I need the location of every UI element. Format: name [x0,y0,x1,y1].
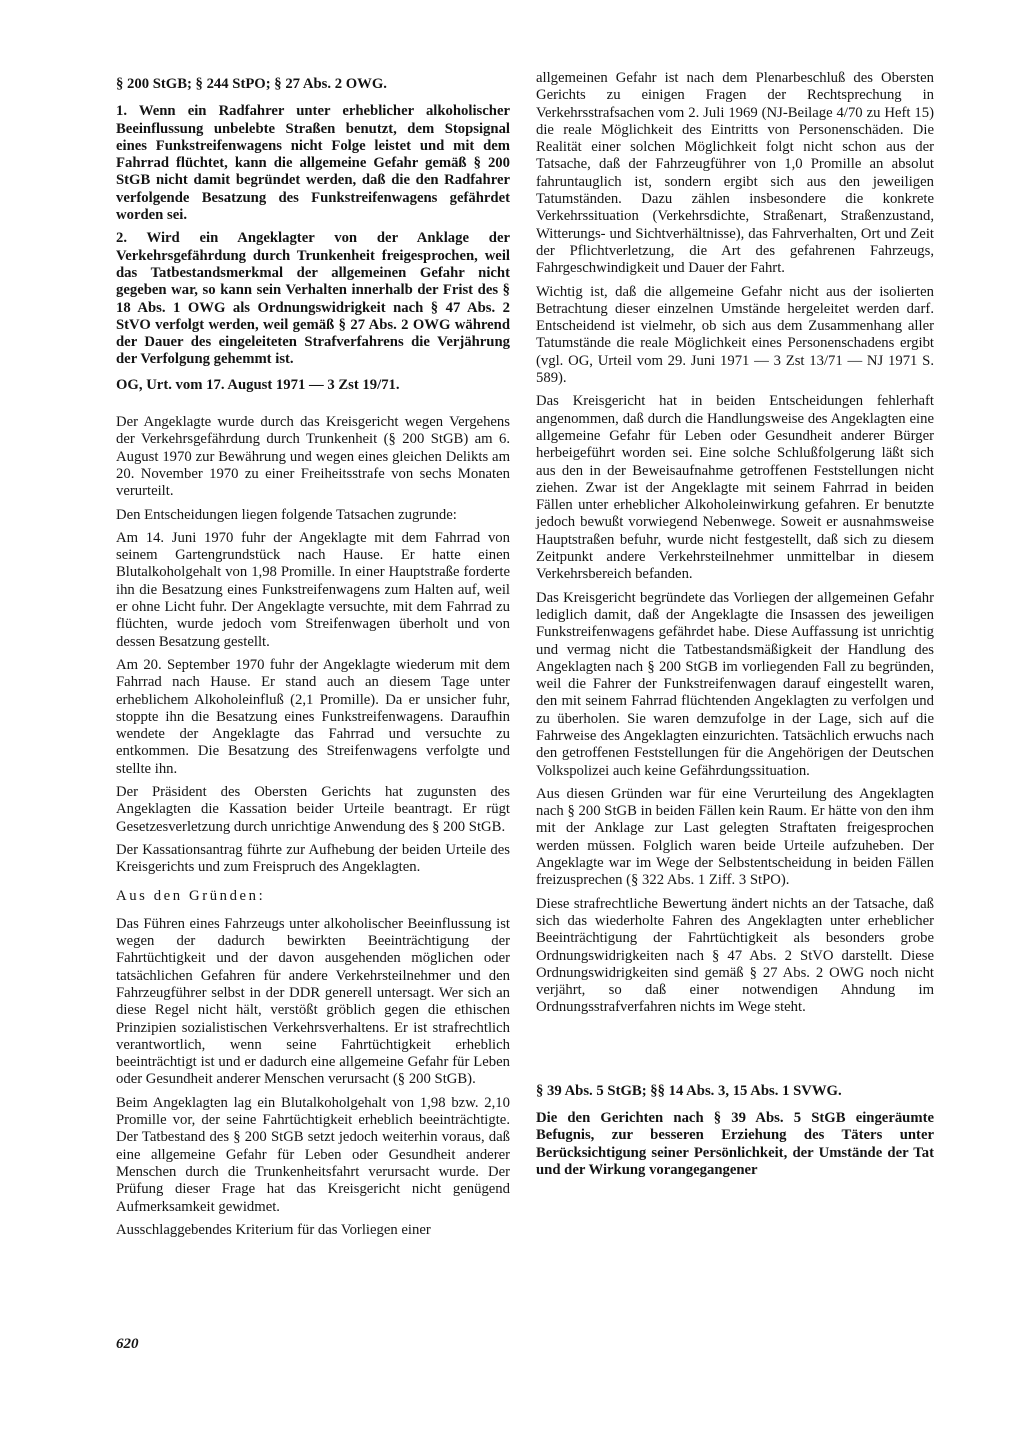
left-column [116,70,510,1245]
body-paragraph: Das Kreisgericht hat in beiden Entscheidungen fehlerhaft angenommen, daß durch die Handlungsweise des Angeklagten eine allgemeine Gefahr für Leben oder Gesundheit anderer Bürger herbeigeführt worden sei. Eine solche Schlußfolgerung läßt sich aus den in der Beweisaufnahme getroffenen Feststellungen nicht ziehen. Zwar ist der Angeklagte mit seinem Fahrrad in beiden Fällen unter erheblicher Alkoholeinwirkung gefahren. Er benutzte jedoch bewußt vorwiegend Nebenwege. Soweit er ausnahmsweise Hauptstraßen befuhr, wurde nicht festgestellt, daß sich zu diesem Zeitpunkt andere Verkehrsteilnehmer unmittelbar in diesem Verkehrsbereich befanden. [536,393,934,583]
body-paragraph: Am 14. Juni 1970 fuhr der Angeklagte mit dem Fahrrad von seinem Gartengrundstück nach Hause. Er hatte einen Blutalkoholgehalt von 1,98 Promille. In einer Hauptstraße forderte ihn die Besatzung eines Funkstreifenwagens zum Halten auf, weil er ohne Licht fuhr. Der Angeklagte versuchte, mit dem Fahrrad zu flüchten, wurde jedoch vom Streifenwagen überholt und von dessen Besatzung gestellt. [116,529,510,650]
body-paragraph: Am 20. September 1970 fuhr der Angeklagte wiederum mit dem Fahrrad nach Hause. Er stand auch an diesem Tage unter erheblichem Alkoholeinfluß (2,1 Promille). Da er unsicher fuhr, stoppte ihn die Besatzung eines Funkstreifenwagens. Daraufhin wendete der Angeklagte das Fahrrad und versuchte zu entkommen. Die Besatzung des Streifenwagens verfolgte und stellte ihn. [116,656,510,777]
reasons-paragraph: Beim Angeklagten lag ein Blutalkoholgehalt von 1,98 bzw. 2,10 Promille vor, der seine Fahrtüchtigkeit erheblich beeinträchtigte. Der Tatbestand des § 200 StGB setzt jedoch weiterhin voraus, daß eine allgemeine Gefahr für Leben oder Gesundheit anderer Menschen durch die Trunkenheitsfahrt verursacht wurde. Der Prüfung dieser Frage hat das Kreisgericht nicht genügend Aufmerksamkeit gewidmet. [116,1094,510,1215]
body-paragraph: Aus diesen Gründen war für eine Verurteilung des Angeklagten nach § 200 StGB in beiden Fällen kein Raum. Er hätte von den ihm mit der Anklage zur Last gelegten Straftaten freigesprochen werden müssen. Folglich waren beide Urteile aufzuheben. Der Angeklagte war im Wege der Selbstentscheidung in beiden Fällen freizusprechen (§ 322 Abs. 1 Ziff. 3 StPO). [536,785,934,889]
body-paragraph: allgemeinen Gefahr ist nach dem Plenarbeschluß des Obersten Gerichts zu einigen Fragen der Rechtsprechung in Verkehrsstrafsachen vom 2. Juli 1969 (NJ-Beilage 4/70 zu Heft 15) die reale Möglichkeit des Eintritts von Personenschäden. Die Realität einer solchen Möglichkeit folgt nicht schon aus der Tatsache, daß der Fahrzeugführer von 1,0 Promille an absolut fahruntauglich ist, sondern ergibt sich aus den jeweiligen Tatumständen. Dazu zählen insbesondere die konkrete Verkehrssituation (Verkehrsdichte, Straßenart, Straßenzustand, Witterungs- und Sichtverhältnisse), das Fahrverhalten, Ort und Zeit der Pflichtverletzung, die Art des gefahrenen Fahrzeugs, Fahrgeschwindigkeit und Dauer der Fahrt. [536,70,934,277]
section-gap [536,1023,934,1077]
page-number: 620 [116,1336,139,1352]
body-paragraph: Der Angeklagte wurde durch das Kreisgericht wegen Vergehens der Verkehrsgefährdung durch Trunkenheit (§ 200 StGB) am 6. August 1970 zur Bewährung und wegen eines gleichen Delikts am 20. November 1970 zu einer Freiheitsstrafe von sechs Monaten verurteilt. [116,414,510,500]
body-paragraph: Den Entscheidungen liegen folgende Tatsachen zugrunde: [116,506,457,523]
next-case-headnote: Die den Gerichten nach § 39 Abs. 5 StGB eingeräumte Befugnis, zur besseren Erziehung des Täters unter Berücksichtigung seiner Persönlichkeit, der Umstände der Tat und der Wirkung vorangegangener [536,1110,934,1178]
headnote-1: 1. Wenn ein Radfahrer unter erheblicher alkoholischer Beeinflussung unbelebte Straßen benutzt, dem Stopsignal eines Funkstreifenwagens nicht Folge leistet und mit dem Fahrrad flüchtet, kann die allgemeine Gefahr gemäß § 200 StGB nicht damit begründet werden, daß die den Radfahrer verfolgende Besatzung des Funkstreifenwagens gefährdet worden sei. [116,103,510,224]
right-column [536,70,934,1185]
body-paragraph: Der Kassationsantrag führte zur Aufhebung der beiden Urteile des Kreisgerichts und zum Freispruch des Angeklagten. [116,841,510,876]
body-paragraph: Das Kreisgericht begründete das Vorliegen der allgemeinen Gefahr lediglich damit, daß der Angeklagte die Insassen des jeweiligen Funkstreifenwagens gefährdet habe. Diese Auffassung ist unrichtig und vermag nicht die Tatbestandsmäßigkeit der Handlung des Angeklagten nach § 200 StGB im vorliegenden Fall zu begründen, weil die Fahrer der Funkstreifenwagen darauf eingestellt waren, den mit seinem Fahrrad flüchtenden Angeklagten zu verfolgen und zu überholen. Sie waren demzufolge in der Lage, sich auf die Fahrweise des Angeklagten einzurichten. Tatsächlich erwuchs nach den getroffenen Feststellungen für die Angehörigen der Deutschen Volkspolizei auch keine Gefährdungssituation. [536,589,934,779]
body-paragraph: Diese strafrechtliche Bewertung ändert nichts an der Tatsache, daß sich das wiederholte Fahren des Angeklagten unter erheblicher Beeinträchtigung der Fahrtüchtigkeit als besonders grobe Ordnungswidrigkeiten nach § 47 Abs. 2 StVO darstellt. Diese Ordnungswidrigkeiten sind gemäß § 27 Abs. 2 OWG noch nicht verjährt, so daß einer notwendigen Ahndung im Ordnungsstrafverfahren nichts im Wege steht. [536,895,934,1016]
next-case-heading: § 39 Abs. 5 StGB; §§ 14 Abs. 3, 15 Abs. 1 SVWG. [536,1082,842,1099]
reasons-paragraph: Das Führen eines Fahrzeugs unter alkoholischer Beeinflussung ist wegen der dadurch bewirkten Beeinträchtigung der Fahrtüchtigkeit und der davon ausgehenden möglichen oder tatsächlichen Gefahren für andere Verkehrsteilnehmer und den Fahrzeugführer selbst in der DDR generell untersagt. Wer sich an diese Regel nicht hält, verstößt gröblich gegen die ethischen Prinzipien sozialistischen Verkehrsverhaltens. Er ist strafrechtlich verantwortlich, wenn seine Fahrtüchtigkeit erheblich beeinträchtigt ist und er dadurch eine allgemeine Gefahr für Leben oder Gesundheit anderer Menschen verursacht (§ 200 StGB). [116,915,510,1088]
section-title: Aus den Gründen: [116,888,266,905]
headnote-2: 2. Wird ein Angeklagter von der Anklage der Verkehrsgefährdung durch Trunkenheit freigesprochen, weil das Tatbestandsmerkmal der allgemeinen Gefahr nicht gegeben war, so kann sein Verhalten innerhalb der Frist des § 18 Abs. 1 OWG als Ordnungswidrigkeit nach § 47 Abs. 2 StVO verfolgt werden, weil gemäß § 27 Abs. 2 OWG während der Dauer des eingeleiteten Strafverfahrens die Verjährung der Verfolgung gehemmt ist. [116,230,510,368]
body-paragraph: Der Präsident des Obersten Gerichts hat zugunsten des Angeklagten die Kassation beider Urteile beantragt. Er rügt Gesetzesverletzung durch unrichtige Anwendung des § 200 StGB. [116,783,510,835]
case-heading: § 200 StGB; § 244 StPO; § 27 Abs. 2 OWG. [116,76,387,92]
reasons-paragraph: Ausschlaggebendes Kriterium für das Vorliegen einer [116,1221,431,1238]
body-paragraph: Wichtig ist, daß die allgemeine Gefahr nicht aus der isolierten Betrachtung dieser einzelnen Umstände hergeleitet werden darf. Entscheidend ist vielmehr, ob sich aus dem Zusammenhang aller Tatumstände die reale Möglichkeit eines Personenschadens ergibt (vgl. OG, Urteil vom 29. Juni 1971 — 3 Zst 13/71 — NJ 1971 S. 589). [536,283,934,387]
case-citation: OG, Urt. vom 17. August 1971 — 3 Zst 19/71. [116,376,400,393]
